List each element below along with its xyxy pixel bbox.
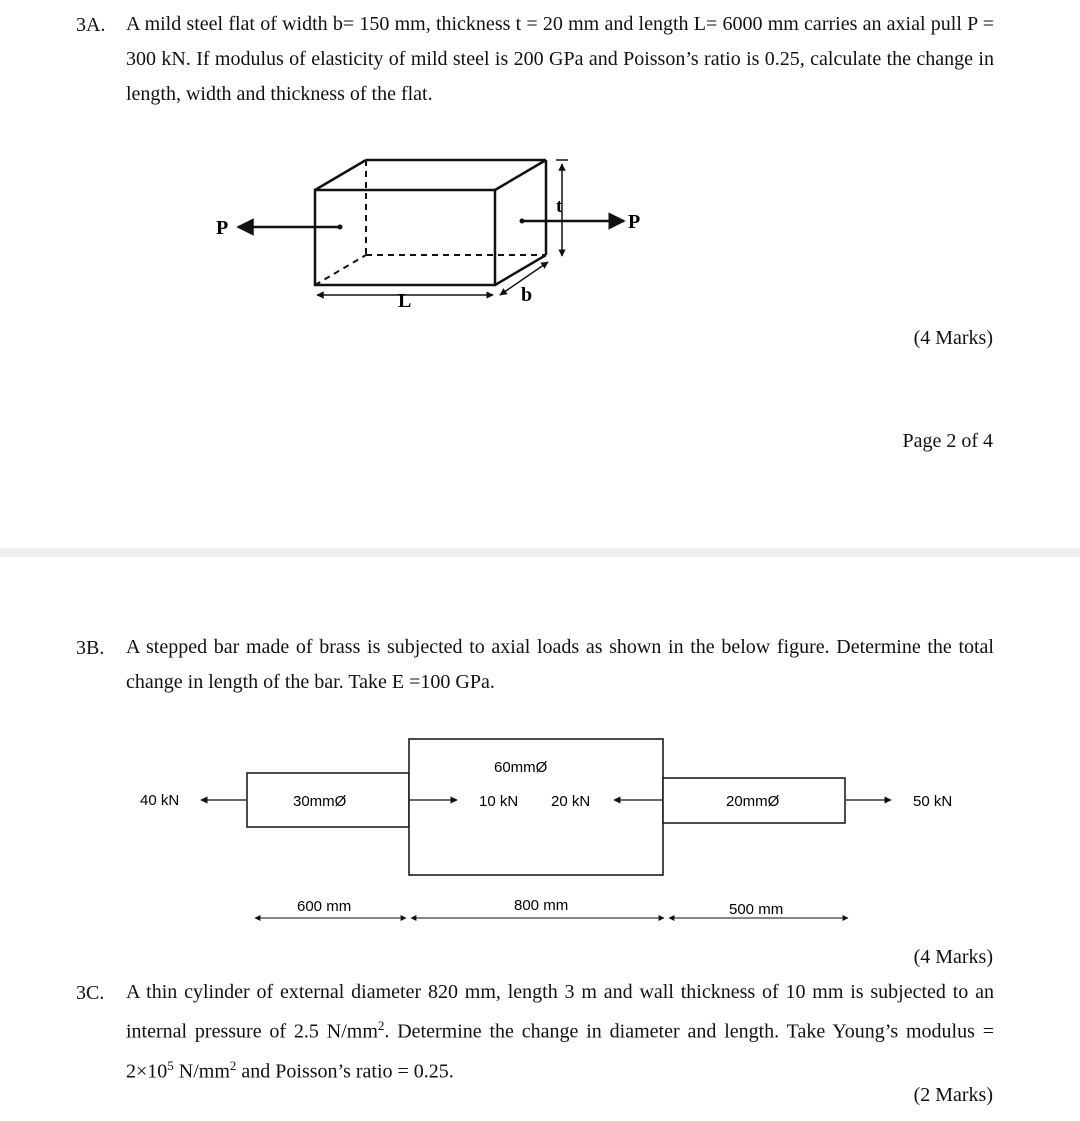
label-p-left: P <box>216 217 229 239</box>
box-outline <box>315 160 546 285</box>
question-text: A mild steel flat of width b= 150 mm, thickness t = 20 mm and length L= 6000 mm carries an axial pull P = 300 kN. If modulus of elasticity of mild steel is 200 GPa and Poisson’s ratio is 0.25, calculate the change in length, width and thickness of the flat. <box>126 13 994 105</box>
label-p-right: P <box>628 211 641 233</box>
question-number: 3A. <box>76 14 106 36</box>
label-t: t <box>556 196 563 217</box>
figure-3a-flat-bar <box>200 150 680 320</box>
question-number: 3C. <box>76 982 105 1004</box>
load-left: 40 kN <box>140 792 180 809</box>
section-1-diameter: 30mmØ <box>293 793 347 810</box>
load-right: 50 kN <box>913 793 953 810</box>
label-b: b <box>521 284 533 306</box>
section-3-diameter: 20mmØ <box>726 793 780 810</box>
marks-3a: (4 Marks) <box>913 327 993 349</box>
label-l: L <box>398 290 412 312</box>
question-text: A thin cylinder of external diameter 820 mm, length 3 m and wall thickness of 10 mm is subjected to an internal pressure of 2.5 $N/mm^2$. Determine the change in diameter and length. Take Young’s modulus = $2\times 10^5$ $N/mm^2$ and Poisson’s ratio = 0.25. <box>126 981 994 1083</box>
load-mid1: 10 kN <box>479 793 519 810</box>
marks-3b: (4 Marks) <box>913 946 993 968</box>
len-1: 600 mm <box>297 898 352 915</box>
marks-3c: (2 Marks) <box>913 1084 993 1106</box>
len-2: 800 mm <box>514 897 569 914</box>
figure-3b-stepped-bar <box>130 730 980 930</box>
page-separator <box>0 548 1080 557</box>
section-2-diameter: 60mmØ <box>494 759 548 776</box>
question-number: 3B. <box>76 637 105 659</box>
len-3: 500 mm <box>729 901 784 918</box>
question-text: A stepped bar made of brass is subjected to axial loads as shown in the below figure. Determine the total change in length of the bar. Take E =100 GPa. <box>126 636 994 693</box>
page-footer: Page 2 of 4 <box>902 430 993 452</box>
load-mid2: 20 kN <box>551 793 591 810</box>
hidden-edges <box>315 160 546 285</box>
